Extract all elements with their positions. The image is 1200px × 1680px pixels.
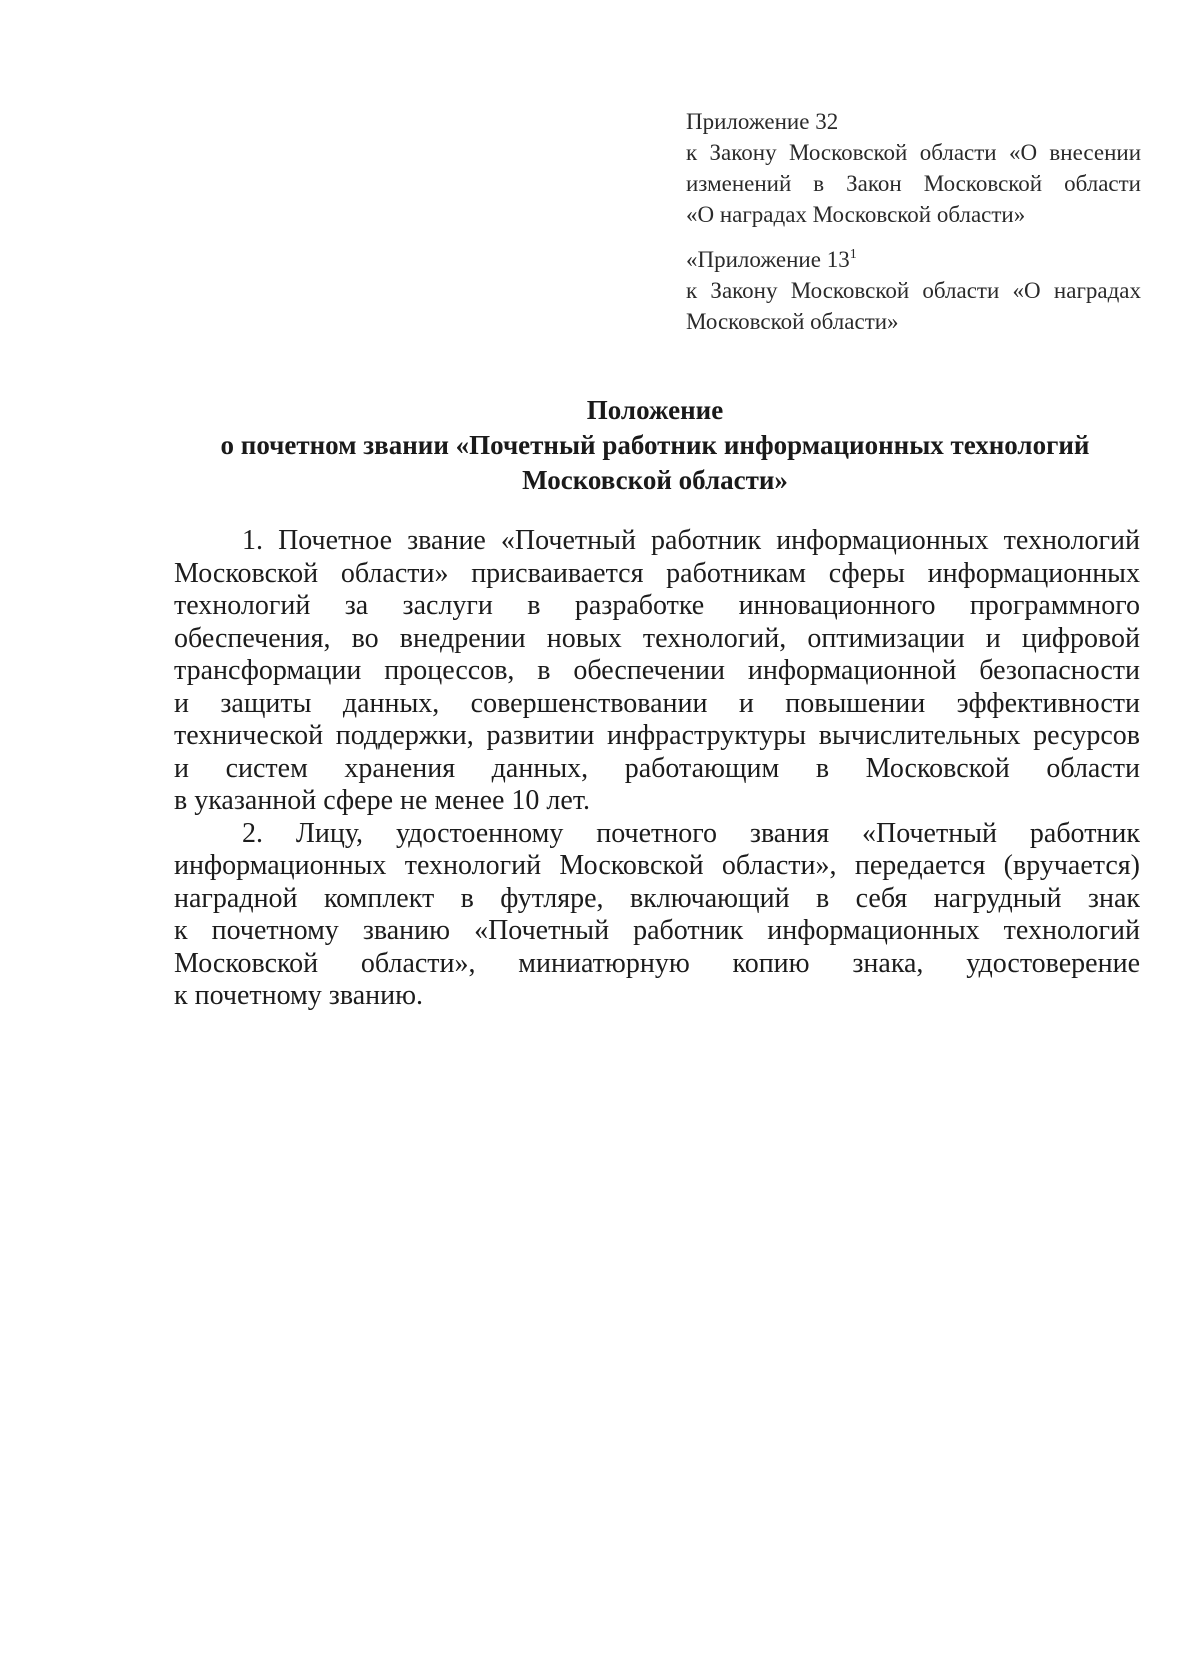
paragraph-2-line: наградной комплект в футляре, включающий в себя нагрудный знак bbox=[174, 882, 1140, 914]
paragraph-1-line: обеспечения, во внедрении новых технологий, оптимизации и цифровой bbox=[174, 622, 1140, 654]
paragraph-2-line: к почетному званию. bbox=[174, 980, 424, 1011]
annex-header bbox=[686, 106, 1141, 230]
annex-number: Приложение 32 bbox=[686, 109, 839, 134]
paragraph-1-line: и защиты данных, совершенствовании и повышении эффективности bbox=[174, 687, 1140, 719]
annex-law-line: «О наградах Московской области» bbox=[686, 202, 1026, 227]
paragraph-1-line: технологий за заслуги в разработке инновационного программного bbox=[174, 590, 1140, 621]
paragraph-2-line: информационных технологий Московской области», передается (вручается) bbox=[174, 850, 1140, 881]
inner-annex-number-text: «Приложение 13 bbox=[686, 247, 850, 272]
paragraph-1-line: 1. Почетное звание «Почетный работник информационных технологий bbox=[242, 525, 1140, 556]
paragraph-1-line: в указанной сфере не менее 10 лет. bbox=[174, 785, 590, 816]
annex-law-line: к Закону Московской области «О внесении bbox=[686, 140, 1141, 165]
inner-annex-number bbox=[686, 244, 1141, 275]
title-line: о почетном звании «Почетный работник информационных технологий bbox=[220, 430, 1090, 460]
title-line: Московской области» bbox=[522, 465, 788, 495]
title-line: Положение bbox=[586, 395, 724, 425]
paragraph-1-line: технической поддержки, развитии инфраструктуры вычислительных ресурсов bbox=[174, 720, 1140, 751]
document-title bbox=[130, 393, 1180, 498]
paragraph-2-line: Московской области», миниатюрную копию знака, удостоверение bbox=[174, 947, 1140, 979]
paragraph-2-line: к почетному званию «Почетный работник информационных технологий bbox=[174, 915, 1140, 946]
annex-law-line: изменений в Закон Московской области bbox=[686, 171, 1141, 196]
superscript-marker: 1 bbox=[849, 247, 857, 262]
inner-annex-law-line: Московской области» bbox=[686, 309, 899, 334]
inner-annex-law-line: к Закону Московской области «О наградах bbox=[686, 278, 1141, 303]
paragraph-2-line: 2. Лицу, удостоенному почетного звания «Почетный работник bbox=[242, 817, 1140, 849]
paragraph-1-line: Московской области» присваивается работникам сферы информационных bbox=[174, 557, 1140, 589]
inner-annex-header bbox=[686, 244, 1141, 337]
document-body bbox=[174, 525, 1140, 1013]
paragraph-1-line: трансформации процессов, в обеспечении информационной безопасности bbox=[174, 655, 1140, 686]
paragraph-1-line: и систем хранения данных, работающим в Московской области bbox=[174, 752, 1140, 784]
